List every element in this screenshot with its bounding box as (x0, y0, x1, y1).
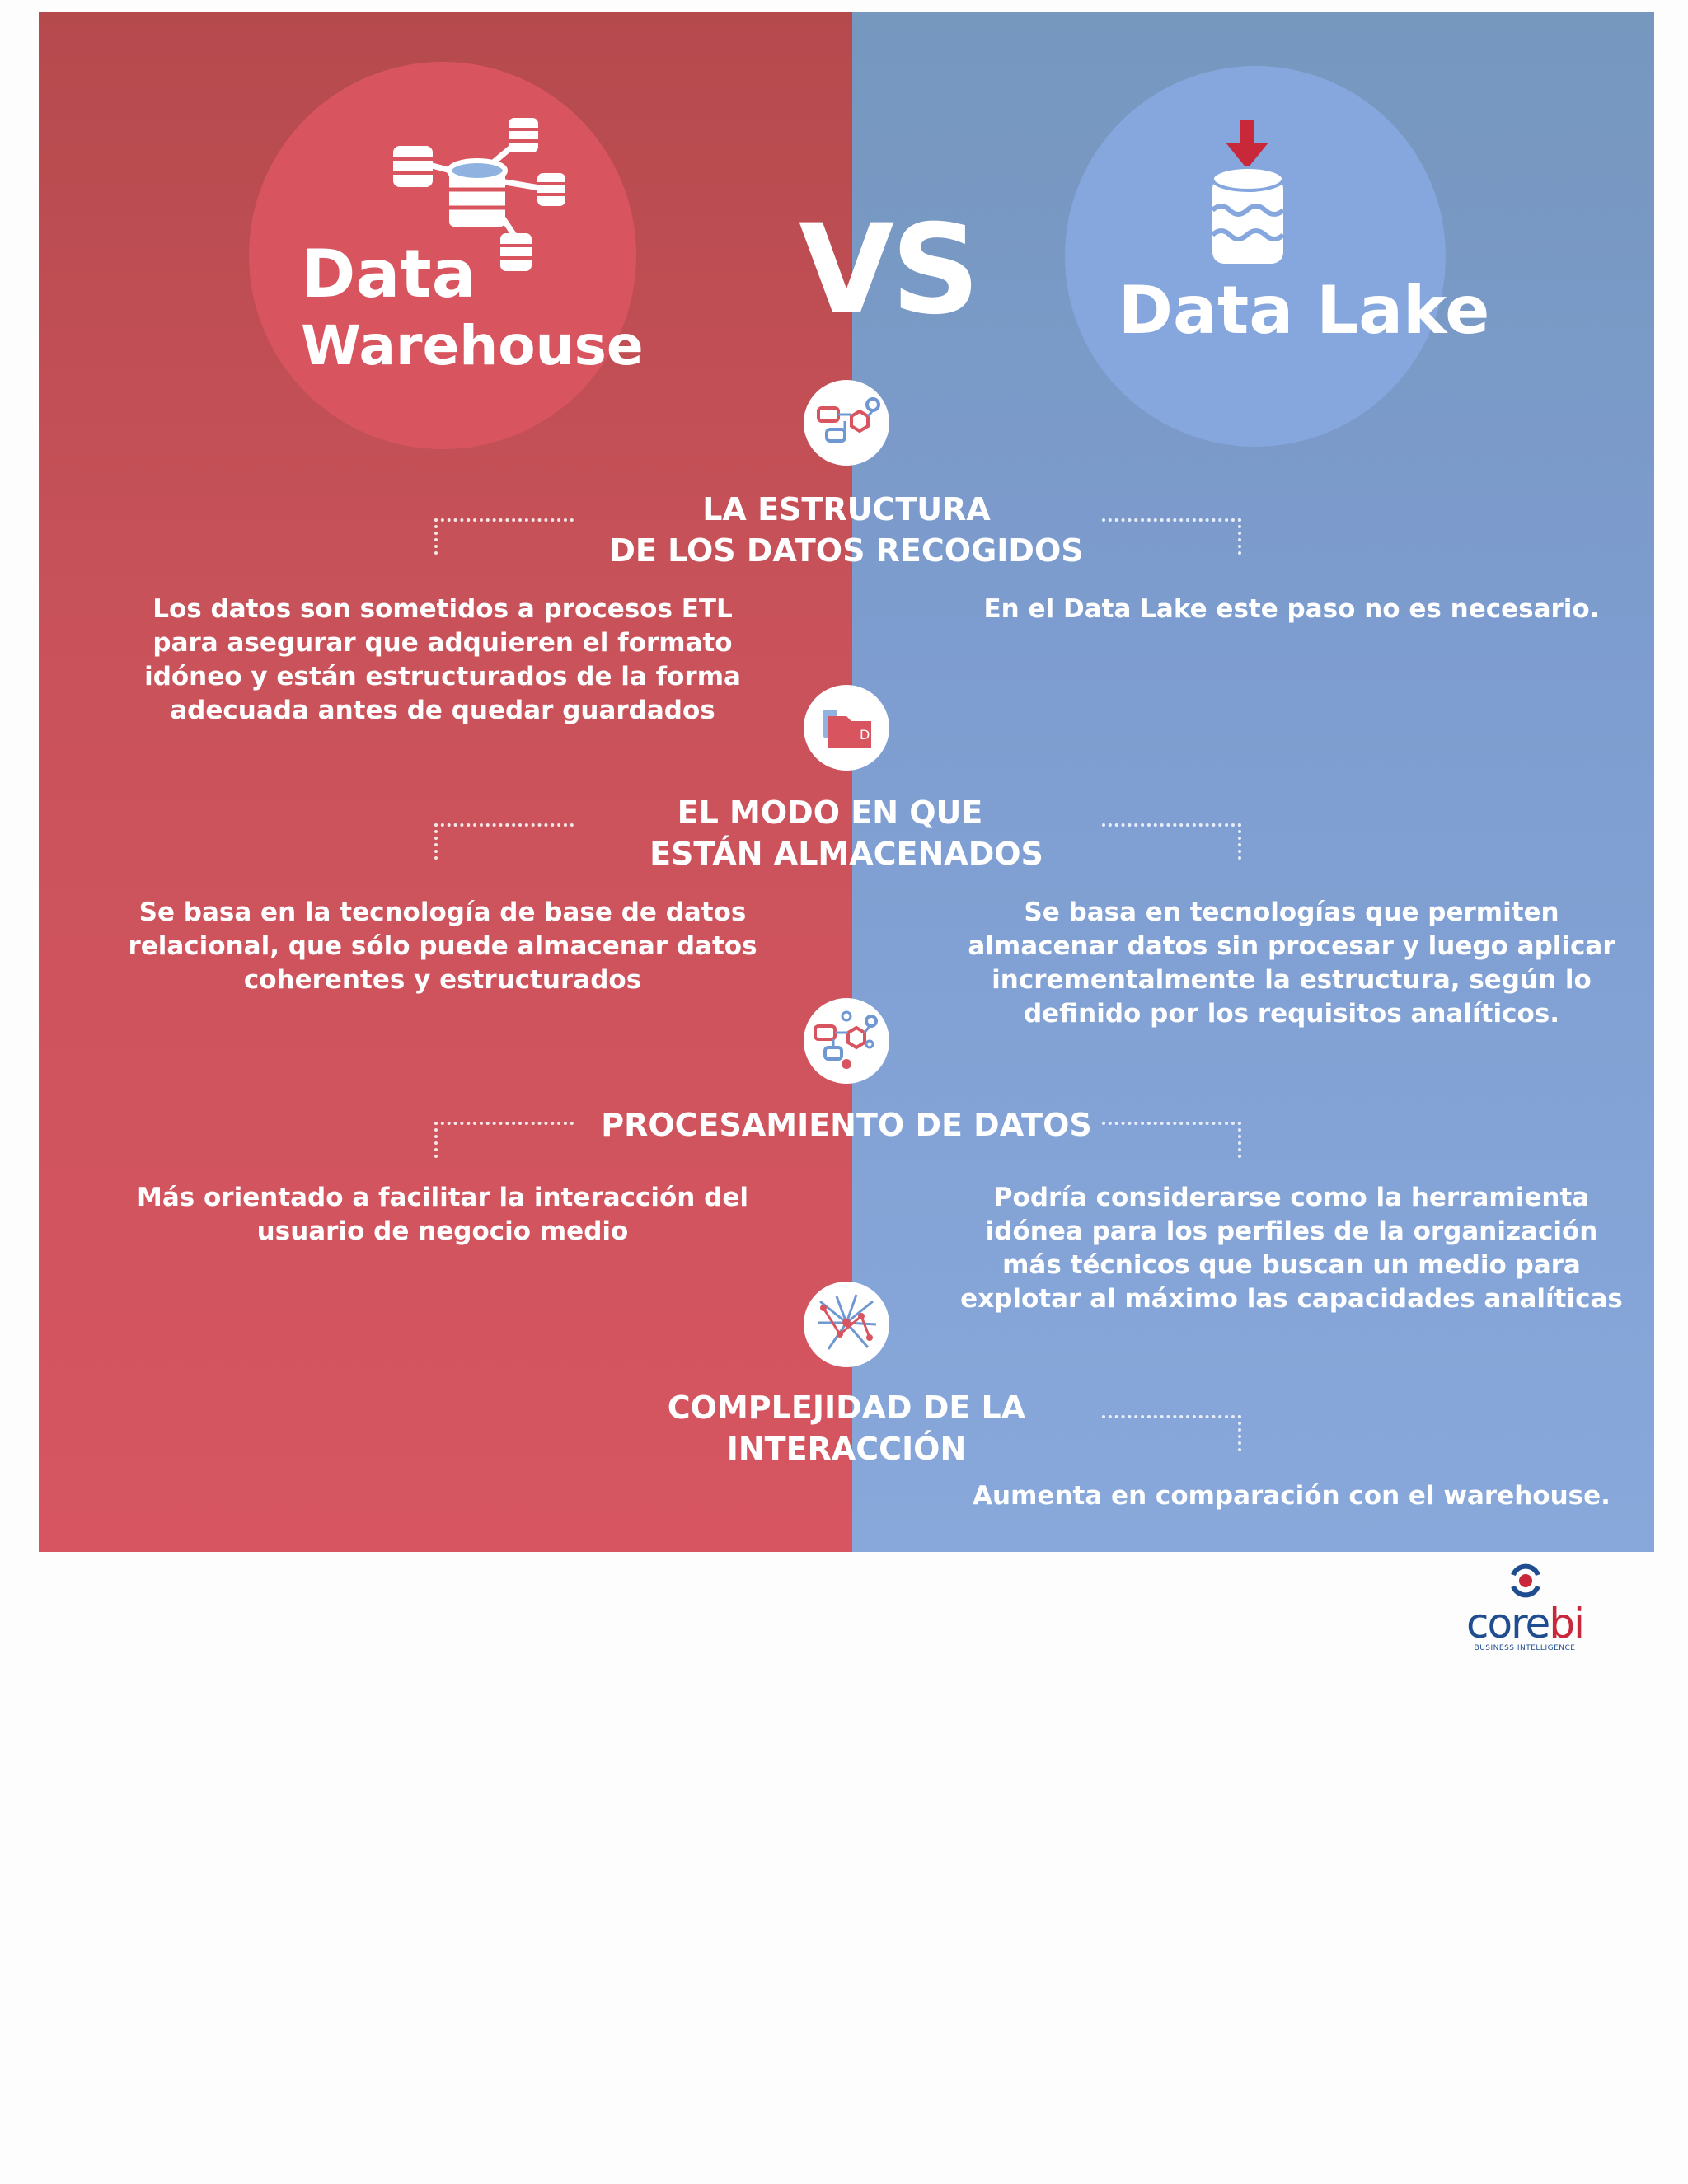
section-3-warehouse-text: Más orientado a facilitar la interacción del usuario de negocio medio (137, 1183, 748, 1246)
data-warehouse-title-line1: Data (301, 236, 476, 312)
section-1-title-line1: LA ESTRUCTURA (702, 491, 991, 527)
vs-label: VS (798, 199, 978, 342)
section-2-warehouse-text: Se basa en la tecnología de base de datos relacional, que sólo puede almacenar datos coherentes y estructurados (128, 898, 757, 995)
section-2-lake-text: Se basa en tecnologías que permiten almacenar datos sin procesar y luego aplicar incrementalmente la estructura, según lo definido por los requisitos analíticos. (968, 898, 1615, 1029)
flowchart-icon (804, 380, 889, 466)
corebi-wordmark-main: core (1466, 1600, 1550, 1647)
section-3-title: PROCESAMIENTO DE DATOS (601, 1107, 1092, 1143)
section-1-warehouse-text: Los datos son sometidos a procesos ETL para asegurar que adquieren el formato idóneo y están estructurados de la forma adecuada antes de quedar guardados (144, 594, 741, 725)
corebi-wordmark-accent: bi (1549, 1600, 1583, 1647)
corebi-tagline: BUSINESS INTELLIGENCE (1474, 1644, 1576, 1652)
section-3-lake-text: Podría considerarse como la herramienta idónea para los perfiles de la organización más técnicos que buscan un medio para explotar al máximo las capacidades analíticas (960, 1183, 1623, 1314)
section-2-title-line1: EL MODO EN QUE (677, 794, 983, 831)
section-1-title-line2: DE LOS DATOS RECOGIDOS (609, 532, 1084, 569)
network-graph-icon (804, 1282, 889, 1367)
section-4-title-line2: INTERACCIÓN (726, 1431, 967, 1467)
folder-file-letter: D (860, 727, 870, 743)
section-4-title-line1: COMPLEJIDAD DE LA (667, 1390, 1026, 1426)
corebi-logo (1451, 1562, 1599, 1657)
corebi-wordmark (1451, 1600, 1599, 1647)
infographic (39, 12, 1654, 1552)
data-lake-title: Data Lake (1118, 272, 1490, 349)
section-2-title-line2: ESTÁN ALMACENADOS (649, 836, 1043, 872)
corebi-logo-mark-icon (1508, 1562, 1543, 1600)
section-4-lake-text: Aumenta en comparación con el warehouse. (973, 1481, 1611, 1511)
process-gears-icon (804, 998, 889, 1084)
data-lake-drum-icon (1201, 120, 1300, 276)
section-1-lake-text: En el Data Lake este paso no es necesario. (983, 594, 1600, 624)
data-warehouse-title-line2: Warehouse (301, 314, 644, 377)
folder-file-icon (804, 685, 889, 771)
